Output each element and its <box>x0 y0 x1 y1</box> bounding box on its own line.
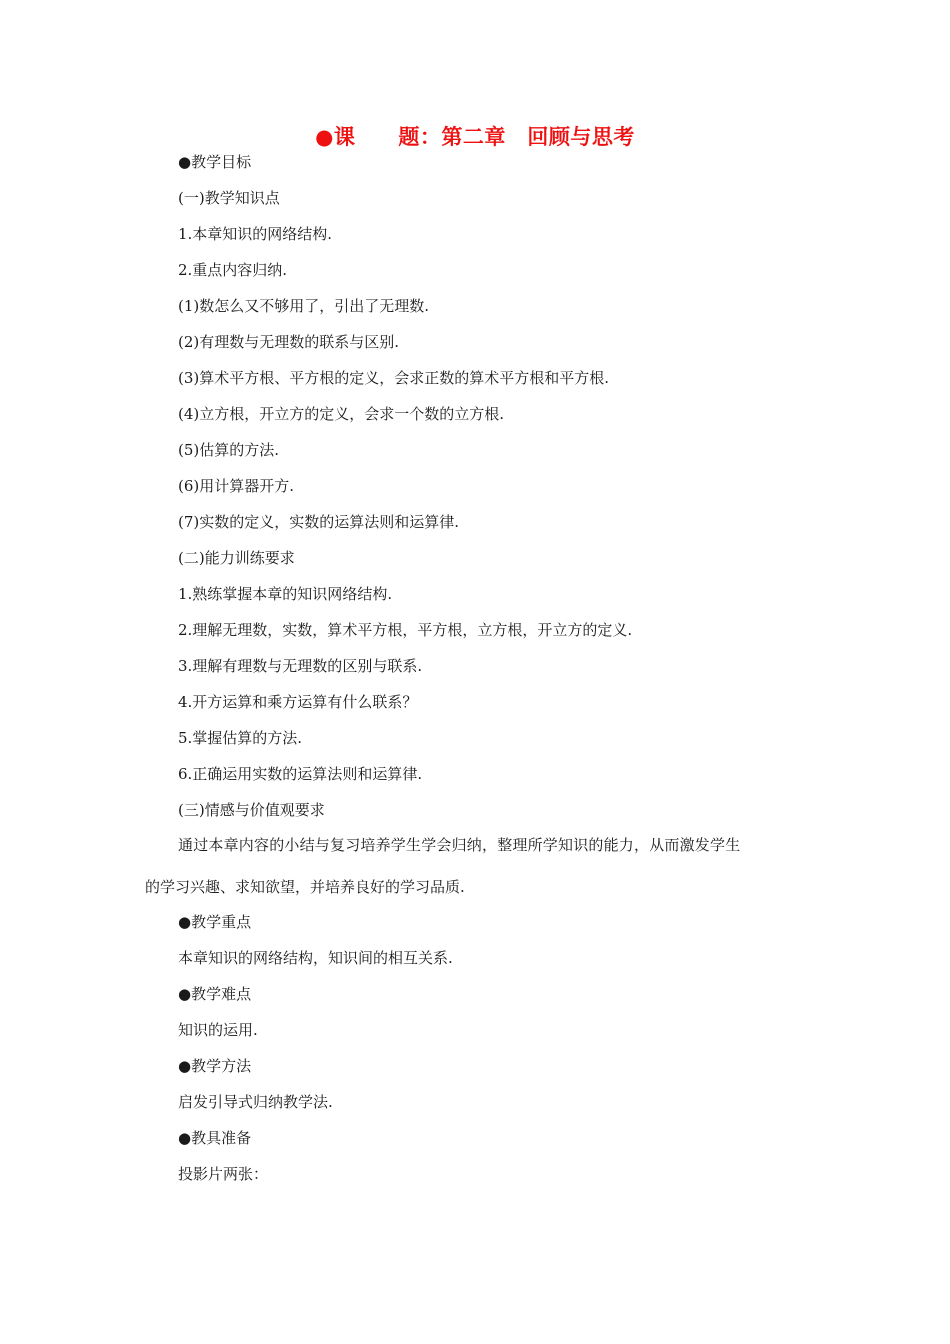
paragraph-line: 的学习兴趣、求知欲望，并培养良好的学习品质. <box>145 878 465 896</box>
paragraph-line: 知识的运用. <box>178 1021 258 1039</box>
subsection-heading: (三)情感与价值观要求 <box>178 801 325 819</box>
list-item: 6.正确运用实数的运算法则和运算律. <box>178 765 423 783</box>
section-heading-difficulties: ●教学难点 <box>178 985 252 1003</box>
subsection-heading: (二)能力训练要求 <box>178 549 295 567</box>
list-item: 2.重点内容归纳. <box>178 261 288 279</box>
list-item: (6)用计算器开方. <box>178 477 295 495</box>
section-heading-materials: ●教具准备 <box>178 1129 252 1147</box>
paragraph-line: 通过本章内容的小结与复习培养学生学会归纳，整理所学知识的能力，从而激发学生 <box>178 836 741 854</box>
list-item: (3)算术平方根、平方根的定义，会求正数的算术平方根和平方根. <box>178 369 610 387</box>
list-item: (7)实数的定义，实数的运算法则和运算律. <box>178 513 460 531</box>
list-item: (5)估算的方法. <box>178 441 280 459</box>
list-item: (2)有理数与无理数的联系与区别. <box>178 333 400 351</box>
list-item: 1.熟练掌握本章的知识网络结构. <box>178 585 393 603</box>
list-item: 5.掌握估算的方法. <box>178 729 303 747</box>
paragraph-line: 启发引导式归纳教学法. <box>178 1093 333 1111</box>
list-item: 3.理解有理数与无理数的区别与联系. <box>178 657 423 675</box>
list-item: (4)立方根，开立方的定义，会求一个数的立方根. <box>178 405 505 423</box>
lesson-title: ●课 题：第二章 回顾与思考 <box>315 125 635 149</box>
list-item: 4.开方运算和乘方运算有什么联系？ <box>178 693 418 711</box>
list-item: (1)数怎么又不够用了，引出了无理数. <box>178 297 430 315</box>
subsection-heading: (一)教学知识点 <box>178 189 280 207</box>
paragraph-line: 投影片两张： <box>178 1165 269 1183</box>
list-item: 1.本章知识的网络结构. <box>178 225 333 243</box>
section-heading-objectives: ●教学目标 <box>178 153 252 171</box>
paragraph-line: 本章知识的网络结构，知识间的相互关系. <box>178 949 453 967</box>
section-heading-key-points: ●教学重点 <box>178 913 252 931</box>
list-item: 2.理解无理数，实数，算术平方根，平方根，立方根，开立方的定义. <box>178 621 633 639</box>
section-heading-methods: ●教学方法 <box>178 1057 252 1075</box>
